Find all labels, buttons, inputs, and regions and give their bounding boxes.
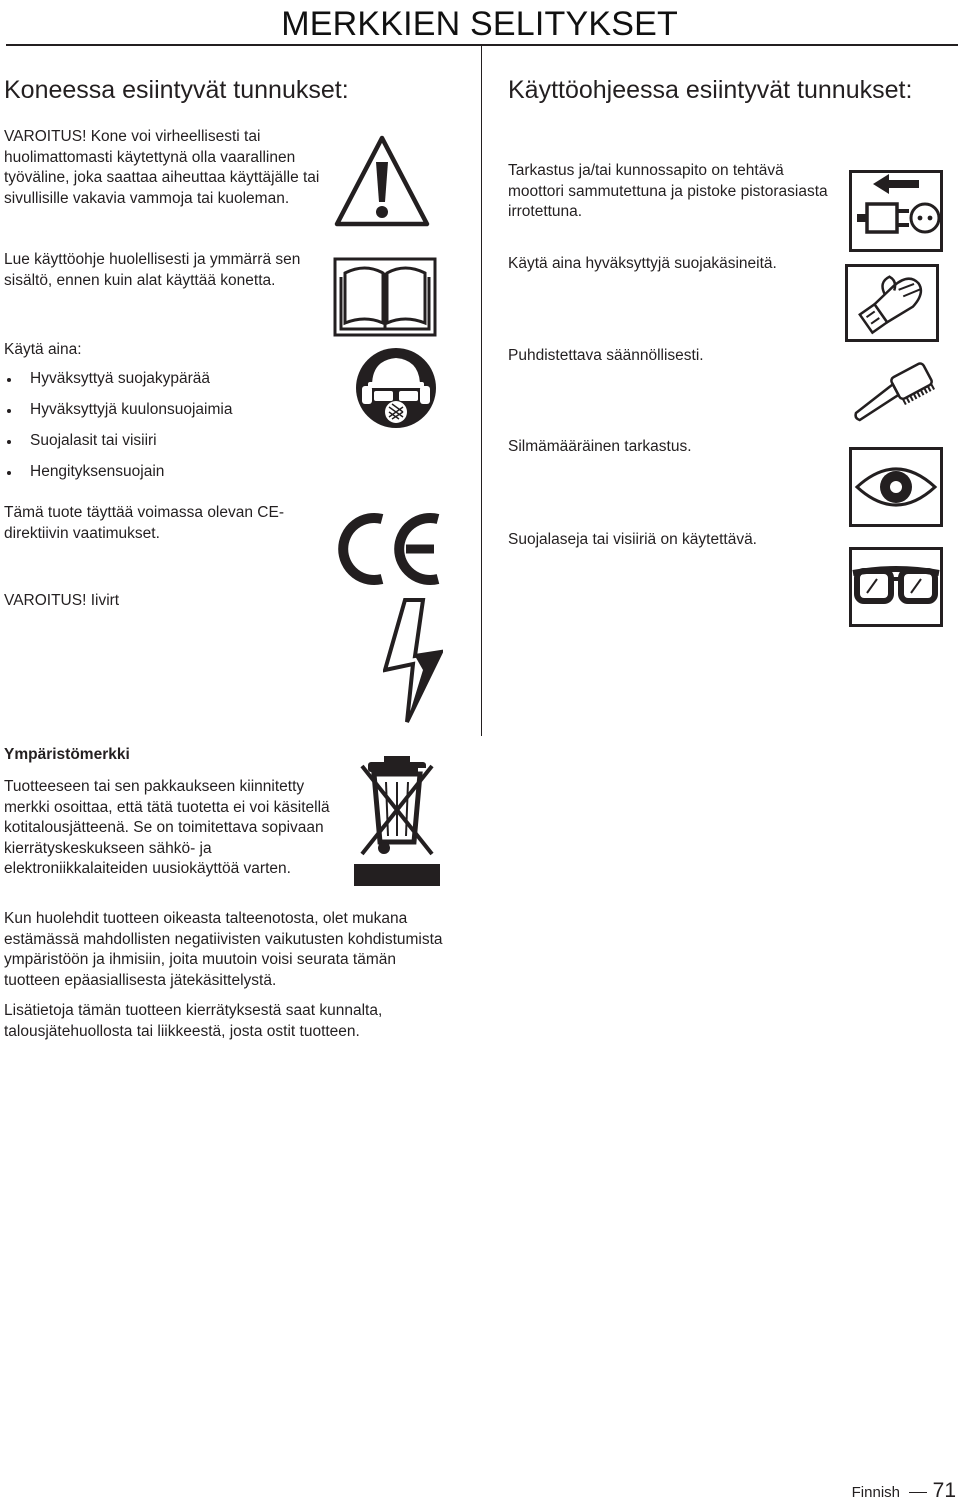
cleaning-text: Puhdistettava säännöllisesti. bbox=[508, 347, 704, 364]
environment-paragraph-3: Lisätietoja tämän tuotteen kierrätyksestä saat kunnalta, talousjätehuollosta tai liikkeestä, josta ostit tuotteen. bbox=[4, 1002, 383, 1040]
inspection-text: Silmämääräinen tarkastus. bbox=[508, 438, 692, 455]
page-title: MERKKIEN SELITYKSET bbox=[281, 5, 678, 43]
column-divider bbox=[481, 46, 482, 736]
environment-heading: Ympäristömerkki bbox=[4, 746, 130, 763]
page-number: 71 bbox=[932, 1479, 956, 1502]
unplug-text: Tarkastus ja/tai kunnossapito on tehtävä moottori sammutettuna ja pistoke pistorasiasta irrotettuna. bbox=[508, 162, 828, 220]
always-use-label: Käytä aina: bbox=[4, 341, 82, 358]
protective-glove-icon bbox=[845, 264, 939, 342]
warning-text: VAROITUS! Kone voi virheellisesti tai huolimattomasti käytettynä olla vaarallinen työväline, joka saattaa aiheuttaa käyttäjälle tai sivullisille vakavia vammoja tai kuoleman. bbox=[4, 128, 320, 207]
header-divider bbox=[6, 44, 958, 46]
list-item: Hyväksyttyjä kuulonsuojaimia bbox=[4, 400, 304, 431]
goggles-text: Suojalaseja tai visiiriä on käytettävä. bbox=[508, 531, 757, 548]
gloves-text: Käytä aina hyväksyttyjä suojakäsineitä. bbox=[508, 255, 777, 272]
environment-paragraph-1: Tuotteeseen tai sen pakkaukseen kiinnitetty merkki osoittaa, että tätä tuotetta ei voi käsitellä kotitalousjätteenä. Se on toimitettava sopivaan kierrätyskeskukseen sähkö- ja elektroniikkalaiteiden uusiokäyttöä varten. bbox=[4, 778, 330, 877]
weee-crossed-bin-icon bbox=[352, 752, 442, 888]
ppe-head-protection-icon bbox=[354, 346, 438, 430]
manual-symbols-heading: Käyttöohjeessa esiintyvät tunnukset: bbox=[508, 76, 913, 104]
safety-goggles-icon bbox=[849, 547, 943, 627]
lightning-bolt-icon bbox=[383, 598, 443, 726]
ppe-list bbox=[4, 369, 304, 493]
cleaning-brush-icon bbox=[846, 357, 940, 425]
unplug-icon bbox=[849, 170, 943, 252]
footer-language: Finnish bbox=[851, 1484, 900, 1501]
list-item: Hengityksensuojain bbox=[4, 462, 304, 493]
ce-mark-icon bbox=[334, 511, 442, 587]
list-item: Hyväksyttyä suojakypärää bbox=[4, 369, 304, 400]
environment-paragraph-2: Kun huolehdit tuotteen oikeasta talteenotosta, olet mukana estämässä mahdollisten negatiivisten vaikutusten kohdistumista ympäristöön ja ihmisiin, joita muutoin voisi seurata tämän tuotteen epäasiallisesta jätekäsittelystä. bbox=[4, 910, 443, 989]
read-manual-text: Lue käyttöohje huolellisesti ja ymmärrä sen sisältö, ennen kuin alat käyttää konetta. bbox=[4, 251, 301, 289]
footer-separator bbox=[909, 1492, 927, 1493]
list-item: Suojalasit tai visiiri bbox=[4, 431, 304, 462]
warning-triangle-icon bbox=[333, 132, 431, 230]
eye-icon bbox=[849, 447, 943, 527]
read-manual-icon bbox=[333, 257, 437, 337]
electrical-warning-text: VAROITUS! Iivirt bbox=[4, 592, 120, 609]
machine-symbols-heading: Koneessa esiintyvät tunnukset: bbox=[4, 76, 349, 104]
ce-text: Tämä tuote täyttää voimassa olevan CE-direktiivin vaatimukset. bbox=[4, 504, 284, 542]
